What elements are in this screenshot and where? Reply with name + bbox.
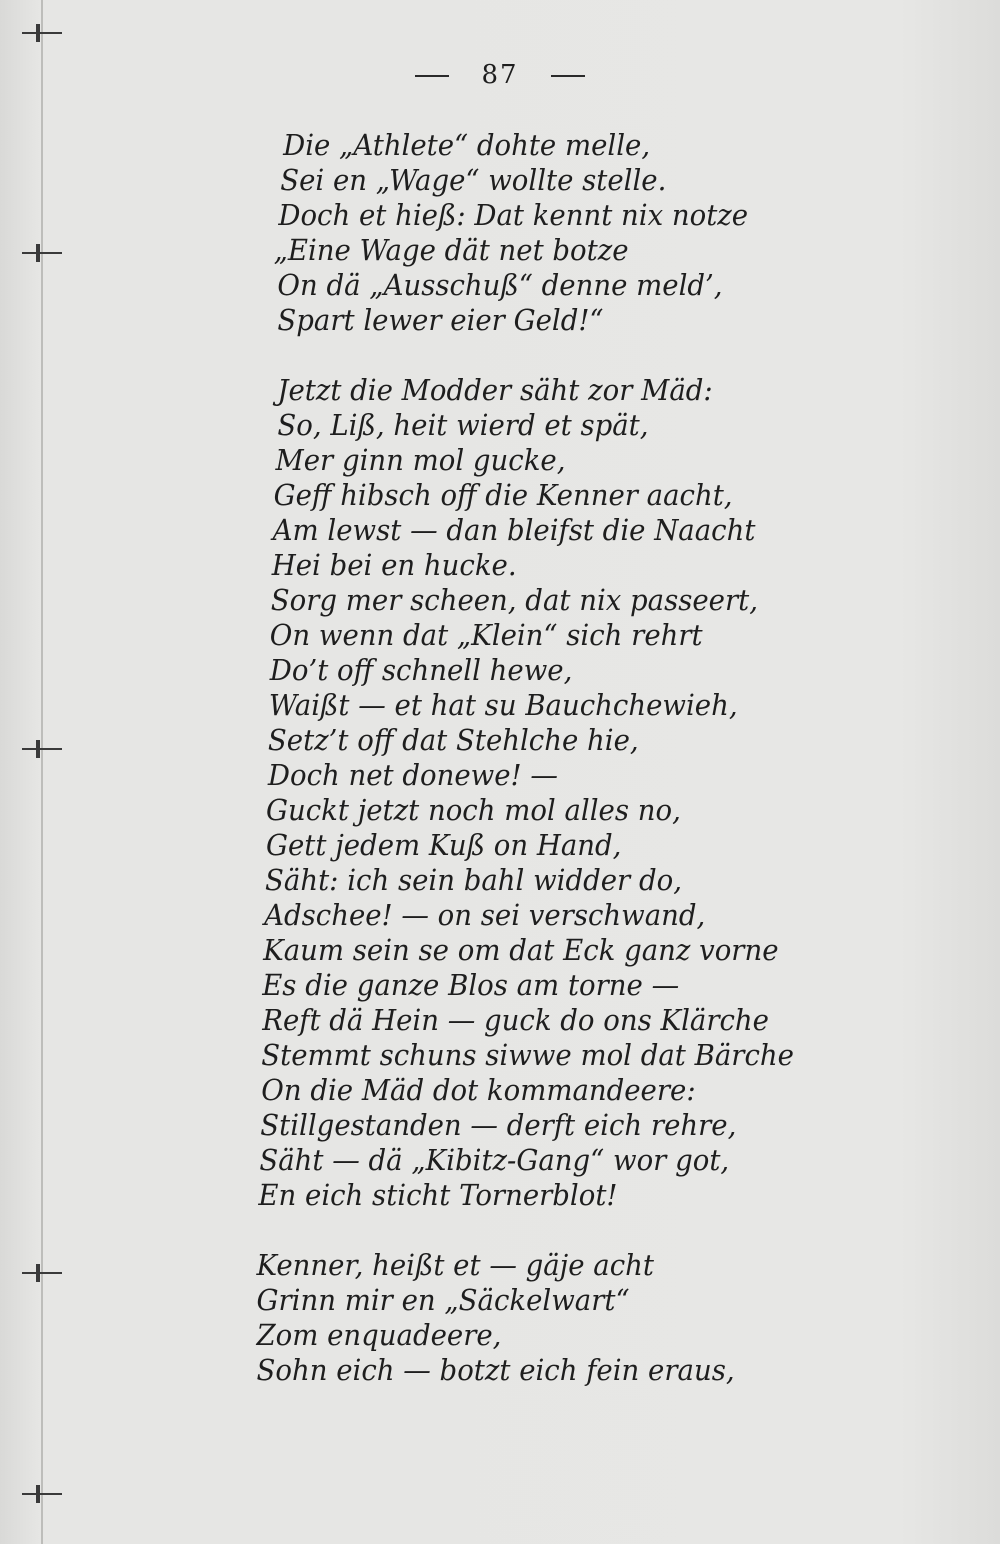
poem-line: „Eine Wage dät net botze [273, 233, 629, 267]
stanza-1 [0, 128, 950, 338]
poem-line: Es die ganze Blos am torne — [262, 968, 680, 1002]
poem-line: Adschee! — on sei verschwand, [264, 898, 706, 932]
poem-line: Waißt — et hat su Bauchchewieh, [268, 688, 738, 722]
binding-mark [22, 32, 62, 34]
poem-line: Säht — dä „Kibitz-Gang“ wor got, [259, 1143, 730, 1177]
poem-line: Setz’t off dat Stehlche hie, [267, 723, 639, 757]
poem-line: Guckt jetzt noch mol alles no, [266, 793, 681, 827]
stanza-3 [0, 1248, 950, 1388]
poem-line: Am lewst — dan bleifst die Naacht [272, 513, 756, 547]
poem-line: On die Mäd dot kommandeere: [261, 1073, 696, 1107]
poem-line: Doch et hieß: Dat kennt nix notze [278, 198, 749, 232]
poem-line: Mer ginn mol gucke, [275, 443, 566, 477]
poem-line: Do’t off schnell hewe, [269, 653, 573, 687]
poem-line: Hei bei en hucke. [271, 548, 517, 582]
poem-line: Jetzt die Modder säht zor Mäd: [277, 373, 713, 407]
poem-line: Grinn mir en „Säckelwart“ [256, 1283, 630, 1317]
poem-line: Die „Athlete“ dohte melle, [283, 128, 651, 162]
stanza-2 [0, 373, 950, 1213]
poem-line: Sohn eich — botzt eich fein eraus, [256, 1353, 735, 1387]
poem-line: Kenner, heißt et — gäje acht [256, 1248, 654, 1282]
poem-line: Stillgestanden — derft eich rehre, [260, 1108, 737, 1142]
header-dash-right [551, 75, 585, 77]
poem-line: Reft dä Hein — guck do ons Klärche [262, 1003, 769, 1037]
poem-body [0, 128, 950, 1423]
binding-mark [22, 1493, 62, 1495]
poem-line: Sorg mer scheen, dat nix passeert, [270, 583, 758, 617]
header-dash-left [415, 75, 449, 77]
poem-line: Sei en „Wage“ wollte stelle. [280, 163, 667, 197]
poem-line: On dä „Ausschuß“ denne meld’, [277, 268, 723, 302]
page-header [0, 60, 1000, 90]
poem-line: Doch net donewe! — [267, 758, 558, 792]
poem-line: Spart lewer eier Geld!“ [277, 303, 604, 337]
page-number: 87 [481, 60, 519, 90]
poem-line: Geff hibsch off die Kenner aacht, [273, 478, 733, 512]
poem-line: En eich sticht Tornerblot! [258, 1178, 618, 1212]
poem-line: Säht: ich sein bahl widder do, [265, 863, 682, 897]
poem-line: Gett jedem Kuß on Hand, [266, 828, 622, 862]
poem-line: So, Liß, heit wierd et spät, [277, 408, 649, 442]
poem-line: Zom enquadeere, [256, 1318, 502, 1352]
poem-line: Kaum sein se om dat Eck ganz vorne [263, 933, 779, 967]
poem-line: On wenn dat „Klein“ sich rehrt [269, 618, 703, 652]
poem-line: Stemmt schuns siwwe mol dat Bärche [261, 1038, 794, 1072]
